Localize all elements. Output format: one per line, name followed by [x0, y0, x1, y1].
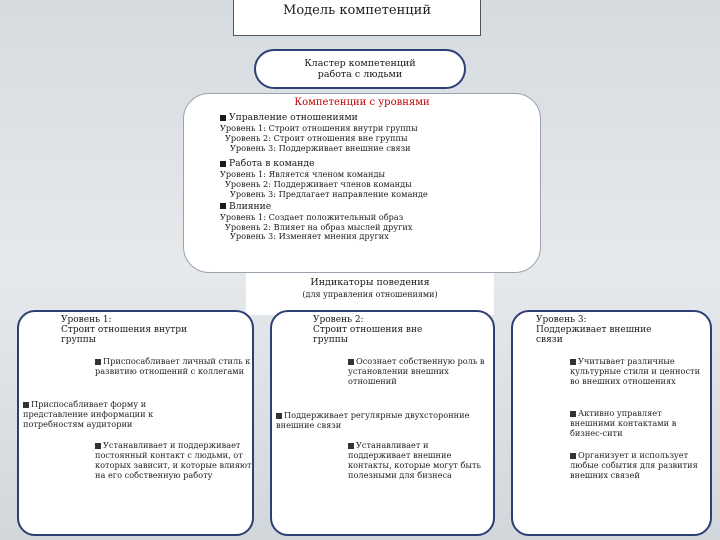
level-2-box [270, 310, 495, 536]
indicator-item [276, 410, 476, 430]
indicator-item [95, 440, 253, 480]
square-bullet-icon [23, 402, 29, 408]
indicators-title: Индикаторы поведения [310, 277, 430, 288]
level-2-title-cont: группы [313, 335, 348, 345]
square-bullet-icon [220, 115, 226, 121]
competencies-box [183, 93, 541, 273]
indicator-text: Поддерживает регулярные двухсторонние внешние связи [276, 410, 470, 430]
indicator-item [570, 356, 706, 386]
square-bullet-icon [348, 443, 354, 449]
competency-level: Уровень 3: Поддерживает внешние связи [230, 142, 411, 153]
indicators-subtitle: (для управления отношениями) [302, 290, 438, 299]
level-1-box [17, 310, 254, 536]
competency-level: Уровень 1: Создает положительный образ [220, 211, 404, 222]
level-3-label: Уровень 3: [536, 315, 587, 325]
indicator-text: Активно управляет внешними контактами в бизнес-сити [570, 408, 677, 438]
level-2-heading [313, 315, 422, 345]
level-3-box [511, 310, 712, 536]
competency-heading [220, 201, 530, 213]
competency-name: Управление отношениями [229, 112, 358, 123]
indicator-item [348, 440, 488, 480]
competency-name: Работа в команде [229, 158, 315, 170]
indicator-text: Приспосабливает форму и представление информации к потребностям аудитории [23, 399, 154, 429]
level-1-label: Уровень 1: [61, 315, 112, 325]
competency-level: Уровень 1: Строит отношения внутри группы [220, 123, 418, 133]
diagram-title: Модель компетенций [233, 0, 481, 36]
competency-level: Уровень 2: Строит отношения вне группы [225, 132, 408, 143]
indicators-box [246, 273, 494, 315]
square-bullet-icon [570, 411, 576, 417]
level-2-label: Уровень 2: [313, 315, 364, 325]
level-2-title: Строит отношения вне [313, 325, 423, 335]
indicator-item [348, 356, 488, 386]
indicator-text: Устанавливает и поддерживает внешние контакты, которые могут быть полезными для бизнеса [348, 440, 481, 480]
cluster-line-1: Кластер компетенций [304, 58, 416, 69]
indicator-item [23, 399, 213, 429]
indicator-item [95, 356, 253, 376]
indicator-text: Осознает собственную роль в установлении внешних отношений [348, 356, 485, 386]
competency-level: Уровень 3: Предлагает направление команде [230, 188, 428, 199]
level-1-title-cont: группы [61, 335, 96, 345]
cluster-line-2: работа с людьми [317, 69, 403, 80]
competency-name: Влияние [229, 200, 272, 212]
level-1-title: Строит отношения внутри [61, 325, 188, 335]
level-3-heading [536, 315, 651, 345]
level-3-title-cont: связи [536, 335, 563, 345]
competency-level: Уровень 3: Изменяет мнения других [230, 231, 389, 242]
square-bullet-icon [95, 443, 101, 449]
square-bullet-icon [570, 453, 576, 459]
competency-level: Уровень 2: Поддерживает членов команды [225, 179, 412, 190]
competencies-title: Компетенции с уровнями [294, 97, 430, 108]
level-1-heading [61, 315, 187, 345]
indicator-item [570, 408, 706, 438]
square-bullet-icon [276, 413, 282, 419]
indicator-text: Приспосабливает личный стиль к развитию отношений с коллегами [95, 356, 251, 376]
indicator-text: Устанавливает и поддерживает постоянный контакт с людьми, от которых зависит, и которые влияют на его собственную работу [95, 440, 252, 480]
cluster-box [254, 49, 466, 89]
competency-level: Уровень 2: Влияет на образ мыслей других [225, 221, 413, 232]
square-bullet-icon [95, 359, 101, 365]
square-bullet-icon [570, 359, 576, 365]
indicator-item [570, 450, 706, 480]
competency-level: Уровень 1: Является членом команды [220, 169, 386, 180]
indicator-text: Учитывает различные культурные стили и ценности во внешних отношениях [570, 356, 701, 386]
indicator-text: Организует и использует любые события для развития внешних связей [570, 450, 698, 480]
square-bullet-icon [220, 203, 226, 209]
square-bullet-icon [220, 161, 226, 167]
competencies-list [220, 111, 530, 242]
square-bullet-icon [348, 359, 354, 365]
level-3-title: Поддерживает внешние [536, 325, 652, 335]
